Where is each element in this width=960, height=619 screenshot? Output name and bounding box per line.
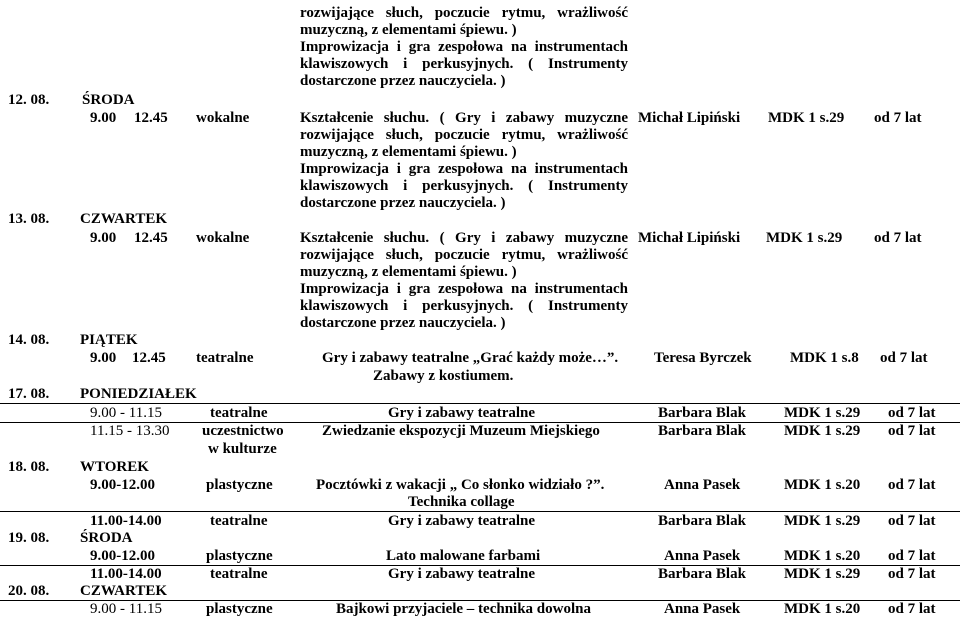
- session-teacher: Barbara Blak: [658, 566, 746, 582]
- session-age: od 7 lat: [880, 350, 928, 366]
- session-type: teatralne: [210, 566, 268, 582]
- session-type: teatralne: [196, 350, 254, 366]
- session-age: od 7 lat: [888, 548, 936, 564]
- session-description: [300, 230, 628, 332]
- description-line: muzyczną, z elementami śpiewu. ): [300, 22, 517, 38]
- session-age: od 7 lat: [874, 230, 922, 246]
- session-age: od 7 lat: [888, 405, 936, 421]
- session-age: od 7 lat: [874, 110, 922, 126]
- session-type: teatralne: [210, 513, 268, 529]
- day-date: 12. 08.: [8, 92, 50, 108]
- session-description-line2: Zabawy z kostiumem.: [373, 368, 514, 384]
- description-line: rozwijające słuch, poczucie rytmu, wrażliwość: [300, 5, 628, 21]
- description-line: muzyczną, z elementami śpiewu. ): [300, 144, 517, 160]
- session-description: Zwiedzanie ekspozycji Muzeum Miejskiego: [322, 423, 600, 439]
- day-name: PIĄTEK: [80, 332, 138, 348]
- description-line: Improwizacja i gra zespołowa na instrumentach: [300, 161, 628, 177]
- session-description: Gry i zabawy teatralne „Grać każdy może…”.: [322, 350, 619, 366]
- day-name: ŚRODA: [80, 530, 133, 546]
- session-place: MDK 1 s.29: [768, 110, 845, 126]
- session-type: wokalne: [196, 110, 250, 126]
- day-date: 20. 08.: [8, 583, 50, 599]
- session-teacher: Barbara Blak: [658, 423, 746, 439]
- description-line: muzyczną, z elementami śpiewu. ): [300, 264, 517, 280]
- description-line: Improwizacja i gra zespołowa na instrumentach: [300, 281, 628, 297]
- session-place: MDK 1 s.20: [784, 477, 861, 493]
- session-description: Gry i zabawy teatralne: [388, 566, 536, 582]
- day-name: ŚRODA: [82, 92, 135, 108]
- session-time: 9.00-12.00: [90, 477, 155, 493]
- day-date: 14. 08.: [8, 332, 50, 348]
- session-place: MDK 1 s.29: [784, 405, 861, 421]
- session-time: 11.15 - 13.30: [90, 423, 170, 439]
- session-teacher: Anna Pasek: [664, 477, 741, 493]
- description-line: rozwijające słuch, poczucie rytmu, wrażliwość: [300, 247, 628, 263]
- session-age: od 7 lat: [888, 513, 936, 529]
- session-time: 11.00-14.00: [90, 513, 162, 529]
- description-line: rozwijające słuch, poczucie rytmu, wrażliwość: [300, 127, 628, 143]
- day-date: 18. 08.: [8, 459, 50, 475]
- session-place: MDK 1 s.20: [784, 601, 861, 617]
- session-time: 9.00 12.45: [90, 350, 166, 366]
- session-time: 11.00-14.00: [90, 566, 162, 582]
- session-type: teatralne: [210, 405, 268, 421]
- session-place: MDK 1 s.29: [784, 423, 861, 439]
- session-description: Lato malowane farbami: [386, 548, 541, 564]
- session-time: 9.00 12.45: [90, 230, 168, 246]
- session-teacher: Michał Lipiński: [638, 230, 741, 246]
- session-type: wokalne: [196, 230, 250, 246]
- session-description: [300, 110, 628, 212]
- day-name: PONIEDZIAŁEK: [80, 386, 197, 402]
- session-teacher: Anna Pasek: [664, 548, 741, 564]
- session-place: MDK 1 s.29: [766, 230, 843, 246]
- session-type: uczestnictwo: [202, 423, 284, 439]
- session-teacher: Barbara Blak: [658, 513, 746, 529]
- description-line: dostarczone przez nauczyciela. ): [300, 315, 506, 331]
- description-line: klawiszowych i perkusyjnych. ( Instrumenty: [300, 298, 628, 314]
- description-line: Kształcenie słuchu. ( Gry i zabawy muzyczne: [300, 230, 628, 246]
- session-age: od 7 lat: [888, 566, 936, 582]
- session-place: MDK 1 s.29: [784, 566, 861, 582]
- session-place: MDK 1 s.20: [784, 548, 861, 564]
- day-date: 13. 08.: [8, 211, 50, 227]
- session-time: 9.00 - 11.15: [90, 405, 162, 421]
- session-type: plastyczne: [206, 477, 273, 493]
- row-divider: [0, 403, 960, 404]
- description-line: klawiszowych i perkusyjnych. ( Instrumenty: [300, 56, 628, 72]
- row-divider: [0, 511, 960, 512]
- session-type: plastyczne: [206, 548, 273, 564]
- description-line: dostarczone przez nauczyciela. ): [300, 73, 506, 89]
- session-description-line2: Technika collage: [408, 494, 515, 510]
- session-type-line2: w kulturze: [208, 441, 277, 457]
- session-type: plastyczne: [206, 601, 273, 617]
- top-continuation-description: [300, 5, 628, 90]
- day-date: 19. 08.: [8, 530, 50, 546]
- day-name: CZWARTEK: [80, 583, 167, 599]
- day-name: WTOREK: [80, 459, 149, 475]
- session-place: MDK 1 s.29: [784, 513, 861, 529]
- session-time: 9.00 - 11.15: [90, 601, 162, 617]
- session-time: 9.00-12.00: [90, 548, 155, 564]
- session-age: od 7 lat: [888, 477, 936, 493]
- session-description: Gry i zabawy teatralne: [388, 513, 536, 529]
- day-name: CZWARTEK: [80, 211, 167, 227]
- session-time: 9.00 12.45: [90, 110, 168, 126]
- session-teacher: Anna Pasek: [664, 601, 741, 617]
- session-teacher: Michał Lipiński: [638, 110, 741, 126]
- description-line: dostarczone przez nauczyciela. ): [300, 195, 506, 211]
- session-age: od 7 lat: [888, 423, 936, 439]
- session-teacher: Teresa Byrczek: [654, 350, 752, 366]
- session-place: MDK 1 s.8: [790, 350, 859, 366]
- description-line: Kształcenie słuchu. ( Gry i zabawy muzyczne: [300, 110, 628, 126]
- description-line: Improwizacja i gra zespołowa na instrumentach: [300, 39, 628, 55]
- session-description: Pocztówki z wakacji „ Co słonko widziało ?”.: [316, 477, 605, 493]
- session-description: Gry i zabawy teatralne: [388, 405, 536, 421]
- description-line: klawiszowych i perkusyjnych. ( Instrumenty: [300, 178, 628, 194]
- session-teacher: Barbara Blak: [658, 405, 746, 421]
- session-description: Bajkowi przyjaciele – technika dowolna: [336, 601, 591, 617]
- day-date: 17. 08.: [8, 386, 50, 402]
- session-age: od 7 lat: [888, 601, 936, 617]
